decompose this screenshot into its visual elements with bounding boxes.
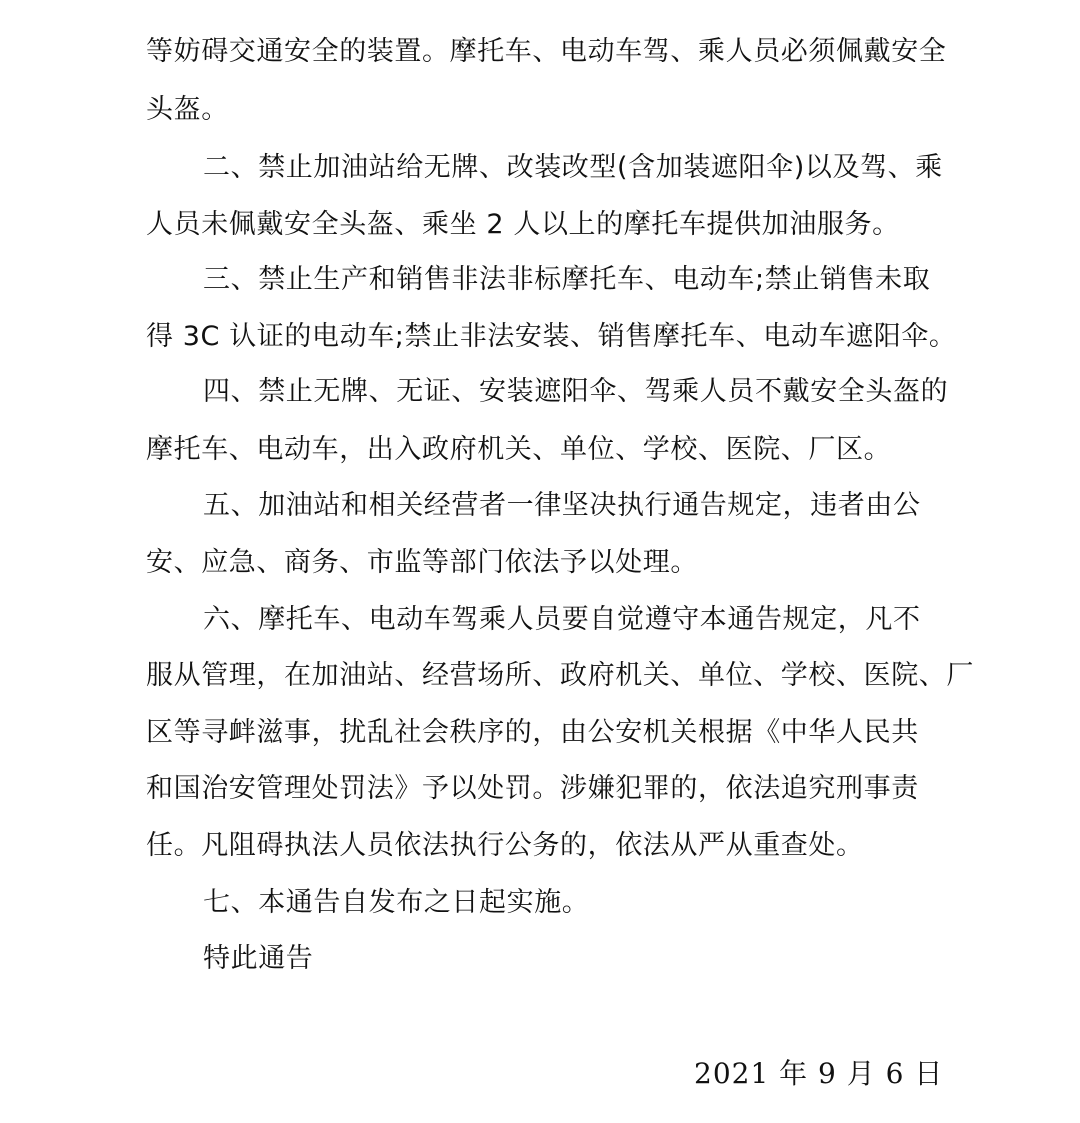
document-date: 2021 年 9 月 6 日 <box>694 1057 944 1090</box>
paragraph-6-line-4: 和国治安管理处罚法》予以处罚。涉嫌犯罪的，依法追究刑事责 <box>146 773 919 804</box>
paragraph-2-line-2: 人员未佩戴安全头盔、乘坐 2 人以上的摩托车提供加油服务。 <box>146 209 900 240</box>
paragraph-5-line-1: 五、加油站和相关经营者一律坚决执行通告规定，违者由公 <box>203 490 921 521</box>
text-line-2: 头盔。 <box>146 94 229 125</box>
paragraph-2-line-1: 二、禁止加油站给无牌、改装改型(含加装遮阳伞)以及驾、乘 <box>203 152 943 183</box>
paragraph-5-line-2: 安、应急、商务、市监等部门依法予以处理。 <box>146 547 698 578</box>
paragraph-4-line-1: 四、禁止无牌、无证、安装遮阳伞、驾乘人员不戴安全头盔的 <box>203 376 949 407</box>
paragraph-6-line-1: 六、摩托车、电动车驾乘人员要自觉遵守本通告规定，凡不 <box>203 604 921 635</box>
paragraph-3-line-2: 得 3C 认证的电动车;禁止非法安装、销售摩托车、电动车遮阳伞。 <box>146 321 957 352</box>
paragraph-3-line-1: 三、禁止生产和销售非法非标摩托车、电动车;禁止销售未取 <box>203 264 931 295</box>
paragraph-6-line-5: 任。凡阻碍执法人员依法执行公务的，依法从严从重查处。 <box>146 830 864 861</box>
paragraph-6-line-3: 区等寻衅滋事，扰乱社会秩序的，由公安机关根据《中华人民共 <box>146 717 919 748</box>
paragraph-7-line-1: 七、本通告自发布之日起实施。 <box>203 887 590 918</box>
closing-line: 特此通告 <box>203 943 314 974</box>
paragraph-4-line-2: 摩托车、电动车，出入政府机关、单位、学校、医院、厂区。 <box>146 434 892 465</box>
text-line-1: 等妨碍交通安全的装置。摩托车、电动车驾、乘人员必须佩戴安全 <box>146 36 947 67</box>
paragraph-6-line-2: 服从管理，在加油站、经营场所、政府机关、单位、学校、医院、厂 <box>146 660 974 691</box>
